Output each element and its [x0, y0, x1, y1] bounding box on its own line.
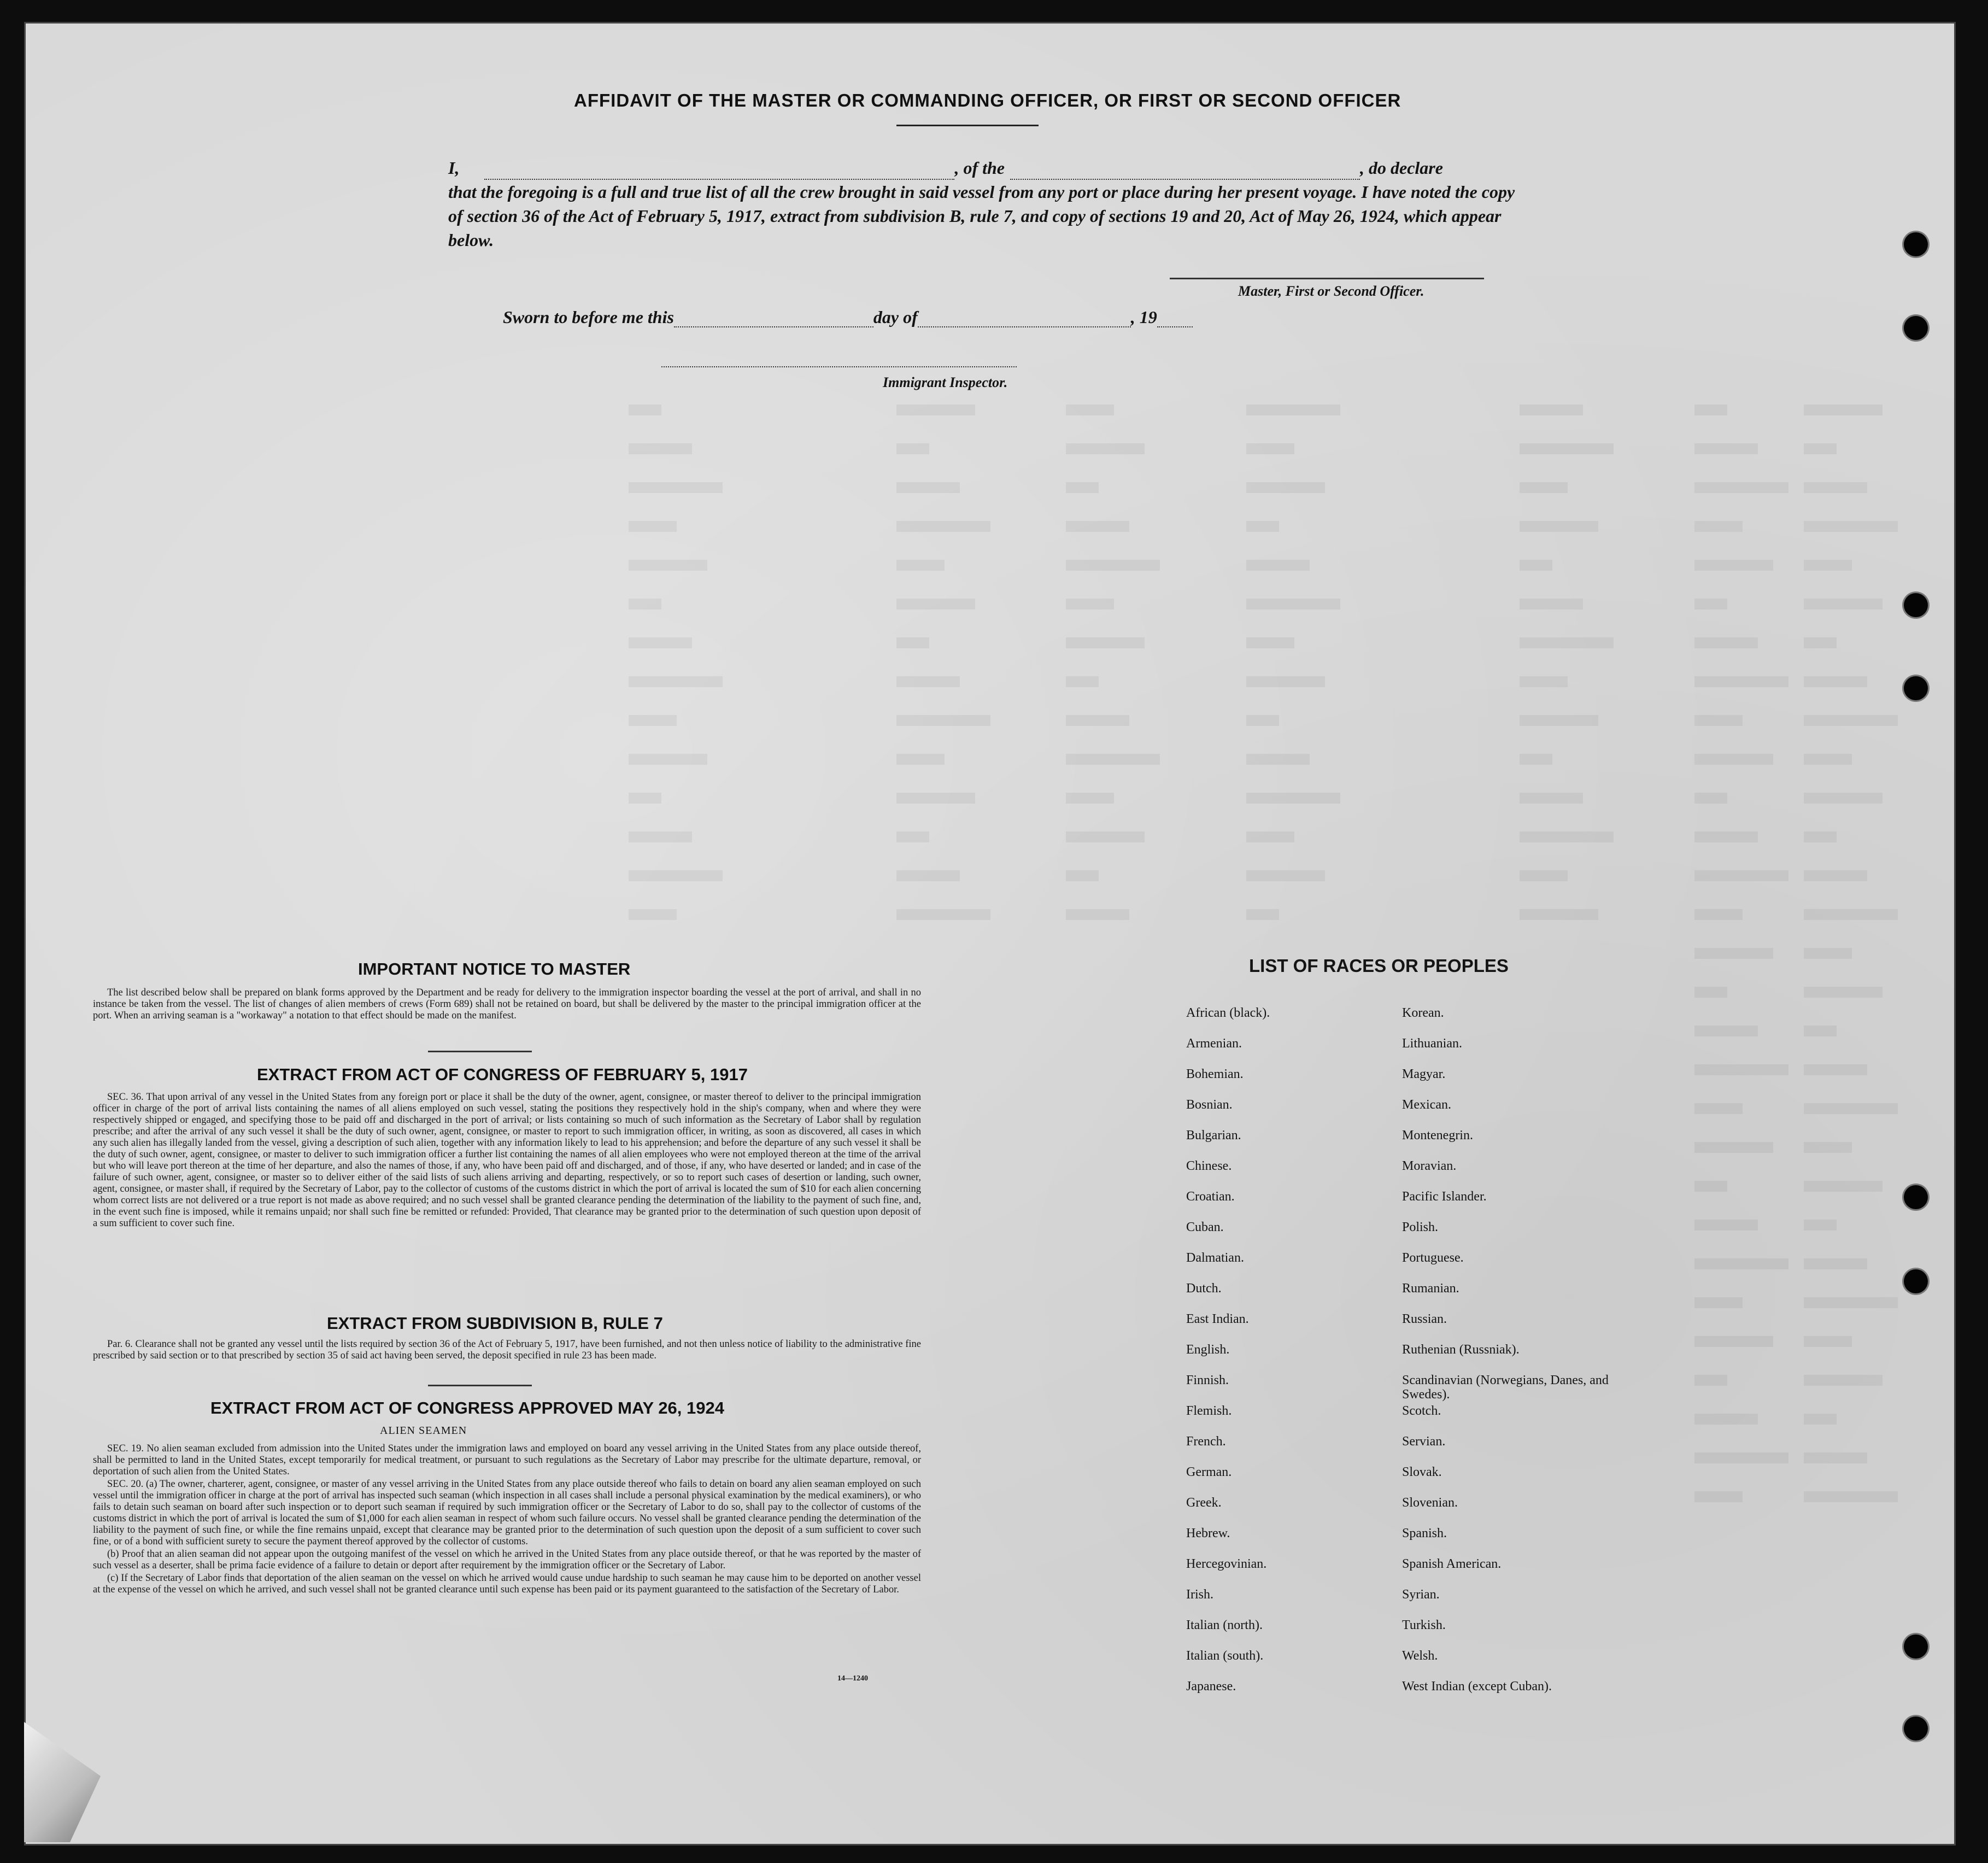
race-item: Bosnian. — [1186, 1098, 1233, 1112]
bleed-through-mark — [629, 599, 661, 610]
race-item: Slovak. — [1402, 1465, 1442, 1479]
bleed-through-mark — [1694, 521, 1743, 532]
bleed-through-mark — [896, 754, 945, 765]
bleed-through-mark — [629, 754, 707, 765]
sworn-text: Sworn to before me this — [503, 307, 674, 327]
section-19-paragraph: SEC. 19. No alien seaman excluded from admission into the United States under the immigration laws and employed on board any vessel arriving in the United States from any place outside thereof, shall be permitted to land in the United States, except temporarily for medical treatment, or pursuant to such regulations as the Secretary of Labor may prescribe for the ultimate departure, removal, or deportation of such alien from the United States. — [93, 1443, 921, 1477]
race-item: Armenian. — [1186, 1036, 1242, 1051]
bleed-through-heading: ⠀ — [372, 83, 398, 114]
affidavit-declaration — [448, 156, 1530, 252]
bleed-through-mark — [1520, 870, 1568, 881]
race-item: English. — [1186, 1343, 1230, 1357]
race-item: Flemish. — [1186, 1404, 1232, 1418]
section-separator — [428, 1051, 532, 1052]
bleed-through-mark — [1694, 1452, 1788, 1463]
bleed-through-mark — [1246, 521, 1279, 532]
section-36-paragraph: SEC. 36. That upon arrival of any vessel in the United States from any foreign port or place it shall be the duty of the owner, agent, consignee, or master thereof to deliver to the principal immigration officer in charge of the port of arrival lists containing the names of all aliens employed on such vessel, stating the positions they respectively hold in the ship's company, when and where they were respectively shipped or engaged, and specifying those to be paid off and discharged in the port of arrival; or lists containing so much of such information as the Secretary of Labor shall by regulation prescribe; and after the arrival of any such vessel it shall be the duty of such owner, agent, consignee, or master to report to such immigration officer, in writing, as soon as discovered, all cases in which any such alien has illegally landed from the vessel, giving a description of such alien, together with any information likely to lead to his apprehension; and before the departure of any such vessel it shall be the duty of such owner, agent, consignee, or master to deliver to such immigration officer a further list containing the names of all alien employees who were not employed thereon at the time of the arrival but who will leave port thereon at the time of her departure, and also the names of those, if any, who have been paid off and discharged, and of those, if any, who have deserted or landed; and in case of the failure of such owner, agent, consignee, or master so to deliver either of the said lists of such aliens arriving and departing, respectively, or so to report such cases of desertion or landing, such owner, agent, consignee, or master shall, if required by the Secretary of Labor, pay to the collector of customs of the customs district in which the port of arrival is located the sum of $10 for each alien concerning whom correct lists are not delivered or a true report is not made as above required; and no such vessel shall be granted clearance pending the determination of the liability to the payment of such fine, and, in the event such fine is imposed, while it remains unpaid; nor shall such fine be remitted or refunded: Provided, That clearance may be granted prior to the determination of such question upon deposit of a sum sufficient to cover such fine. — [93, 1092, 921, 1229]
signature-label: Master, First or Second Officer. — [1238, 283, 1424, 299]
sworn-month-blank[interactable] — [918, 310, 1131, 327]
bleed-through-mark — [1066, 482, 1099, 493]
sworn-year-blank[interactable] — [1157, 310, 1193, 327]
race-item: Pacific Islander. — [1402, 1190, 1487, 1204]
binder-hole — [1904, 1716, 1928, 1741]
bleed-through-mark — [1066, 521, 1129, 532]
extract-rule7-text — [93, 1339, 921, 1363]
bleed-through-mark — [1246, 676, 1325, 687]
bleed-through-mark — [1520, 405, 1583, 415]
bleed-through-mark — [1066, 754, 1160, 765]
affidavit-text-of-the: , of the — [954, 158, 1005, 178]
bleed-through-mark — [1246, 831, 1294, 842]
bleed-through-mark — [896, 405, 975, 415]
bleed-through-mark — [629, 405, 661, 415]
inspector-label: Immigrant Inspector. — [883, 374, 1008, 390]
race-item: East Indian. — [1186, 1312, 1249, 1326]
notice-paragraph: The list described below shall be prepared on blank forms approved by the Department and be ready for delivery to the immigration inspector boarding the vessel at the port of arrival, and shall in no instance be taken from the vessel. The list of changes of alien members of crews (Form 689) shall not be retained on board, but shall be delivered by the master to the principal immigration officer at the port. When an arriving seaman is a "workaway" a notation to that effect should be made on the manifest. — [93, 987, 921, 1021]
bleed-through-mark — [1694, 599, 1727, 610]
race-item: Spanish American. — [1402, 1557, 1502, 1571]
affidavit-text-i: I, — [448, 158, 460, 178]
notice-title: IMPORTANT NOTICE TO MASTER — [358, 959, 631, 979]
affidavit-body: that the foregoing is a full and true list of all the crew brought in said vessel from any port or place during her present voyage. I have noted the copy of section 36 of the Act of February 5, 1917, extract from subdivision B, rule 7, and copy of sections 19 and 20, Act of May 26, 1924, which appear below. — [448, 182, 1515, 250]
bleed-through-mark — [1804, 1375, 1883, 1386]
bleed-through-mark — [1804, 1336, 1852, 1347]
bleed-through-mark — [1066, 676, 1099, 687]
bleed-through-mark — [1804, 715, 1898, 726]
bleed-through-mark — [1694, 909, 1743, 920]
bleed-through-mark — [1694, 870, 1788, 881]
bleed-through-mark — [1804, 1064, 1867, 1075]
bleed-through-mark — [1066, 599, 1114, 610]
binder-hole — [1904, 1185, 1928, 1209]
bleed-through-mark — [1804, 793, 1883, 804]
bleed-through-mark — [1694, 948, 1773, 959]
inspector-signature-line[interactable] — [661, 366, 1017, 367]
binder-hole — [1904, 1269, 1928, 1293]
bleed-through-mark — [1246, 560, 1310, 571]
race-item: Dalmatian. — [1186, 1251, 1244, 1265]
bleed-through-mark — [896, 637, 929, 648]
bleed-through-mark — [1804, 1181, 1883, 1192]
bleed-through-mark — [1694, 1103, 1743, 1114]
bleed-through-mark — [896, 793, 975, 804]
race-item: Moravian. — [1402, 1159, 1457, 1173]
race-item: Slovenian. — [1402, 1496, 1458, 1510]
bleed-through-mark — [1520, 909, 1598, 920]
bleed-through-mark — [1804, 870, 1867, 881]
race-item: Croatian. — [1186, 1190, 1235, 1204]
race-item: Montenegrin. — [1402, 1128, 1473, 1143]
bleed-through-mark — [629, 870, 723, 881]
bleed-through-mark — [1804, 599, 1883, 610]
bleed-through-mark — [1066, 405, 1114, 415]
bleed-through-mark — [1694, 1142, 1773, 1153]
bleed-through-mark — [1694, 1414, 1758, 1425]
bleed-through-mark — [896, 870, 960, 881]
bleed-through-mark — [1694, 676, 1788, 687]
bleed-through-mark — [896, 909, 990, 920]
bleed-through-mark — [1804, 1142, 1852, 1153]
bleed-through-mark — [629, 637, 692, 648]
bleed-through-mark — [1804, 1297, 1898, 1308]
bleed-through-mark — [1804, 443, 1837, 454]
bleed-through-mark — [1246, 405, 1340, 415]
bleed-through-mark — [629, 482, 723, 493]
bleed-through-mark — [1804, 560, 1852, 571]
bleed-through-mark — [1520, 443, 1614, 454]
bleed-through-mark — [1246, 715, 1279, 726]
bleed-through-mark — [1520, 599, 1583, 610]
bleed-through-mark — [629, 793, 661, 804]
race-item: Turkish. — [1402, 1618, 1446, 1632]
race-item: Greek. — [1186, 1496, 1222, 1510]
race-item: Bohemian. — [1186, 1067, 1244, 1081]
race-item: Scotch. — [1402, 1404, 1441, 1418]
race-item: Japanese. — [1186, 1679, 1236, 1694]
race-item: Rumanian. — [1402, 1281, 1459, 1296]
extract-1917-text — [93, 1092, 921, 1231]
bleed-through-mark — [1520, 521, 1598, 532]
bleed-through-mark — [1804, 987, 1883, 998]
bleed-through-mark — [1694, 987, 1727, 998]
race-item: Lithuanian. — [1402, 1036, 1462, 1051]
race-item: Welsh. — [1402, 1649, 1438, 1663]
bleed-through-mark — [1520, 560, 1552, 571]
affidavit-title: AFFIDAVIT OF THE MASTER OR COMMANDING OFFICER, OR FIRST OR SECOND OFFICER — [574, 90, 1401, 110]
bleed-through-mark — [629, 676, 723, 687]
bleed-through-mark — [896, 521, 990, 532]
sworn-day-of: day of — [873, 307, 918, 327]
race-item: Finnish. — [1186, 1373, 1229, 1387]
bleed-through-mark — [1694, 793, 1727, 804]
bleed-through-mark — [1694, 1336, 1773, 1347]
sworn-year-prefix: , 19 — [1130, 307, 1157, 327]
bleed-through-mark — [629, 715, 677, 726]
binder-hole — [1904, 1634, 1928, 1659]
bleed-through-mark — [1694, 1491, 1743, 1502]
bleed-through-mark — [1694, 1297, 1743, 1308]
race-item: Hebrew. — [1186, 1526, 1230, 1540]
extract-1917-title: EXTRACT FROM ACT OF CONGRESS OF FEBRUARY 5, 1917 — [257, 1065, 748, 1084]
extract-1924-text — [93, 1443, 921, 1597]
bleed-through-mark — [1694, 560, 1773, 571]
race-item: Bulgarian. — [1186, 1128, 1241, 1143]
alien-seamen-subtitle: ALIEN SEAMEN — [380, 1425, 467, 1437]
bleed-through-mark — [629, 831, 692, 842]
race-item: German. — [1186, 1465, 1232, 1479]
binder-hole — [1904, 676, 1928, 700]
section-20c-paragraph: (c) If the Secretary of Labor finds that deportation of the alien seaman on the vessel on which he arrived would cause undue hardship to such seaman he may cause him to be deported on another vessel at the expense of the vessel on which he arrived, and such vessel shall not be granted clearance until such expense has been paid or its payment guaranteed to the satisfaction of the Secretary of Labor. — [93, 1573, 921, 1595]
bleed-through-mark — [1694, 1181, 1727, 1192]
binder-hole — [1904, 316, 1928, 340]
bleed-through-mark — [896, 599, 975, 610]
bleed-through-mark — [1520, 715, 1598, 726]
name-blank[interactable] — [484, 162, 954, 180]
bleed-through-mark — [1694, 831, 1758, 842]
race-item: West Indian (except Cuban). — [1402, 1679, 1552, 1694]
race-item: Scandinavian (Norwegians, Danes, and Swedes). — [1402, 1373, 1609, 1402]
bleed-through-mark — [1066, 870, 1099, 881]
affidavit-title-rule — [896, 125, 1039, 126]
bleed-through-mark — [1804, 482, 1867, 493]
bleed-through-mark — [1804, 1491, 1898, 1502]
races-column-2 — [1402, 1006, 1610, 1710]
bleed-through-mark — [1246, 599, 1340, 610]
binder-hole — [1904, 593, 1928, 617]
races-column-1 — [1186, 1006, 1367, 1710]
form-number: 14—1240 — [837, 1674, 868, 1683]
bleed-through-mark — [1520, 637, 1614, 648]
bleed-through-mark — [1694, 1258, 1788, 1269]
bleed-through-mark — [1246, 793, 1340, 804]
race-item: Ruthenian (Russniak). — [1402, 1343, 1520, 1357]
bleed-through-mark — [1246, 637, 1294, 648]
notice-text — [93, 987, 921, 1023]
binder-hole — [1904, 232, 1928, 256]
bleed-through-mark — [1066, 560, 1160, 571]
bleed-through-mark — [1804, 1026, 1837, 1036]
bleed-through-mark — [1804, 754, 1852, 765]
bleed-through-mark — [1694, 754, 1773, 765]
bleed-through-mark — [1694, 715, 1743, 726]
bleed-through-mark — [629, 521, 677, 532]
bleed-through-mark — [896, 676, 960, 687]
race-item: Irish. — [1186, 1587, 1213, 1602]
bleed-through-mark — [1520, 676, 1568, 687]
bleed-through-mark — [1066, 831, 1145, 842]
bleed-through-mark — [896, 443, 929, 454]
bleed-through-mark — [1520, 482, 1568, 493]
race-item: Magyar. — [1402, 1067, 1446, 1081]
bleed-through-mark — [1804, 1258, 1867, 1269]
bleed-through-mark — [1066, 637, 1145, 648]
section-separator — [428, 1385, 532, 1386]
bleed-through-mark — [1246, 443, 1294, 454]
race-item: Hercegovinian. — [1186, 1557, 1267, 1571]
bleed-through-mark — [896, 560, 945, 571]
bleed-through-mark — [629, 560, 707, 571]
bleed-through-mark — [1804, 405, 1883, 415]
bleed-through-mark — [629, 443, 692, 454]
bleed-through-mark — [1804, 1452, 1867, 1463]
races-title: LIST OF RACES OR PEOPLES — [1249, 956, 1509, 976]
race-item: Portuguese. — [1402, 1251, 1464, 1265]
race-item: Korean. — [1402, 1006, 1444, 1020]
bleed-through-mark — [1804, 948, 1852, 959]
bleed-through-mark — [1520, 754, 1552, 765]
bleed-through-mark — [1246, 870, 1325, 881]
bleed-through-mark — [1694, 482, 1788, 493]
bleed-through-mark — [1694, 443, 1758, 454]
section-20a-paragraph: SEC. 20. (a) The owner, charterer, agent, consignee, or master of any vessel arriving in the United States from any place outside thereof who fails to detain on board any alien seaman employed on such vessel until the immigration officer in charge at the port of arrival has inspected such seaman (which inspection in all cases shall include a personal physical examination by the medical examiners), or who fails to detain such seaman on board after such inspection or to deport such seaman if required by such immigration officer or the Secretary of Labor to do so, shall pay to the collector of customs of the customs district in which the port of arrival is located the sum of $1,000 for each alien seaman in respect of whom such failure occurs. No vessel shall be granted clearance pending the determination of the liability to the payment of such fine, or while the fine remains unpaid, except that clearance may be granted prior to the determination of such question upon the deposit of a sum sufficient to cover such fine, or of a bond with sufficient surety to secure the payment thereof approved by the collector of customs. — [93, 1479, 921, 1547]
bleed-through-mark — [1066, 793, 1114, 804]
bleed-through-mark — [1694, 1375, 1727, 1386]
bleed-through-mark — [629, 909, 677, 920]
race-item: African (black). — [1186, 1006, 1270, 1020]
bleed-through-mark — [1520, 793, 1583, 804]
race-item: Mexican. — [1402, 1098, 1451, 1112]
extract-rule7-title: EXTRACT FROM SUBDIVISION B, RULE 7 — [327, 1314, 663, 1333]
vessel-blank[interactable] — [1010, 162, 1360, 180]
race-item: Italian (south). — [1186, 1649, 1264, 1663]
affidavit-text-declare: , do declare — [1360, 158, 1443, 178]
bleed-through-mark — [1520, 831, 1614, 842]
race-item: French. — [1186, 1434, 1226, 1449]
sworn-statement — [503, 307, 1193, 327]
bleed-through-mark — [1066, 715, 1129, 726]
bleed-through-mark — [1804, 909, 1898, 920]
bleed-through-mark — [1694, 1026, 1758, 1036]
bleed-through-mark — [1066, 909, 1129, 920]
bleed-through-mark — [1804, 1414, 1837, 1425]
bleed-through-mark — [1246, 754, 1310, 765]
race-item: Spanish. — [1402, 1526, 1447, 1540]
extract-1924-title: EXTRACT FROM ACT OF CONGRESS APPROVED MAY 26, 1924 — [210, 1398, 724, 1417]
bleed-through-mark — [1694, 1064, 1788, 1075]
bleed-through-mark — [1694, 637, 1758, 648]
bleed-through-mark — [1066, 443, 1145, 454]
bleed-through-mark — [896, 482, 960, 493]
bleed-through-mark — [1694, 405, 1727, 415]
bleed-through-mark — [896, 831, 929, 842]
bleed-through-mark — [1804, 831, 1837, 842]
par-6-paragraph: Par. 6. Clearance shall not be granted any vessel until the lists required by section 36 of the Act of February 5, 1917, have been furnished, and not then unless notice of liability to the administrative fine prescribed by said section or to that prescribed by section 35 of said act having been served, the deposit specified in rule 23 has been made. — [93, 1339, 921, 1361]
bleed-through-mark — [1246, 909, 1279, 920]
race-item: Dutch. — [1186, 1281, 1222, 1296]
bleed-through-mark — [1804, 521, 1898, 532]
signature-line[interactable] — [1170, 278, 1484, 279]
bleed-through-mark — [1804, 1220, 1837, 1231]
section-20b-paragraph: (b) Proof that an alien seaman did not appear upon the outgoing manifest of the vessel on which he arrived in the United States from any place outside thereof, or that he was reported by the master of such vessel as a deserter, shall be prima facie evidence of a failure to detain or deport after requirement by the immigration officer or the Secretary of Labor. — [93, 1549, 921, 1571]
race-item: Italian (north). — [1186, 1618, 1263, 1632]
bleed-through-mark — [1804, 637, 1837, 648]
race-item: Russian. — [1402, 1312, 1447, 1326]
bleed-through-mark — [1694, 1220, 1758, 1231]
race-item: Servian. — [1402, 1434, 1446, 1449]
sworn-day-blank[interactable] — [674, 310, 873, 327]
race-item: Chinese. — [1186, 1159, 1232, 1173]
race-item: Syrian. — [1402, 1587, 1440, 1602]
race-item: Cuban. — [1186, 1220, 1224, 1234]
bleed-through-mark — [1804, 676, 1867, 687]
race-item: Polish. — [1402, 1220, 1439, 1234]
bleed-through-mark — [1804, 1103, 1898, 1114]
bleed-through-mark — [896, 715, 990, 726]
bleed-through-mark — [1246, 482, 1325, 493]
